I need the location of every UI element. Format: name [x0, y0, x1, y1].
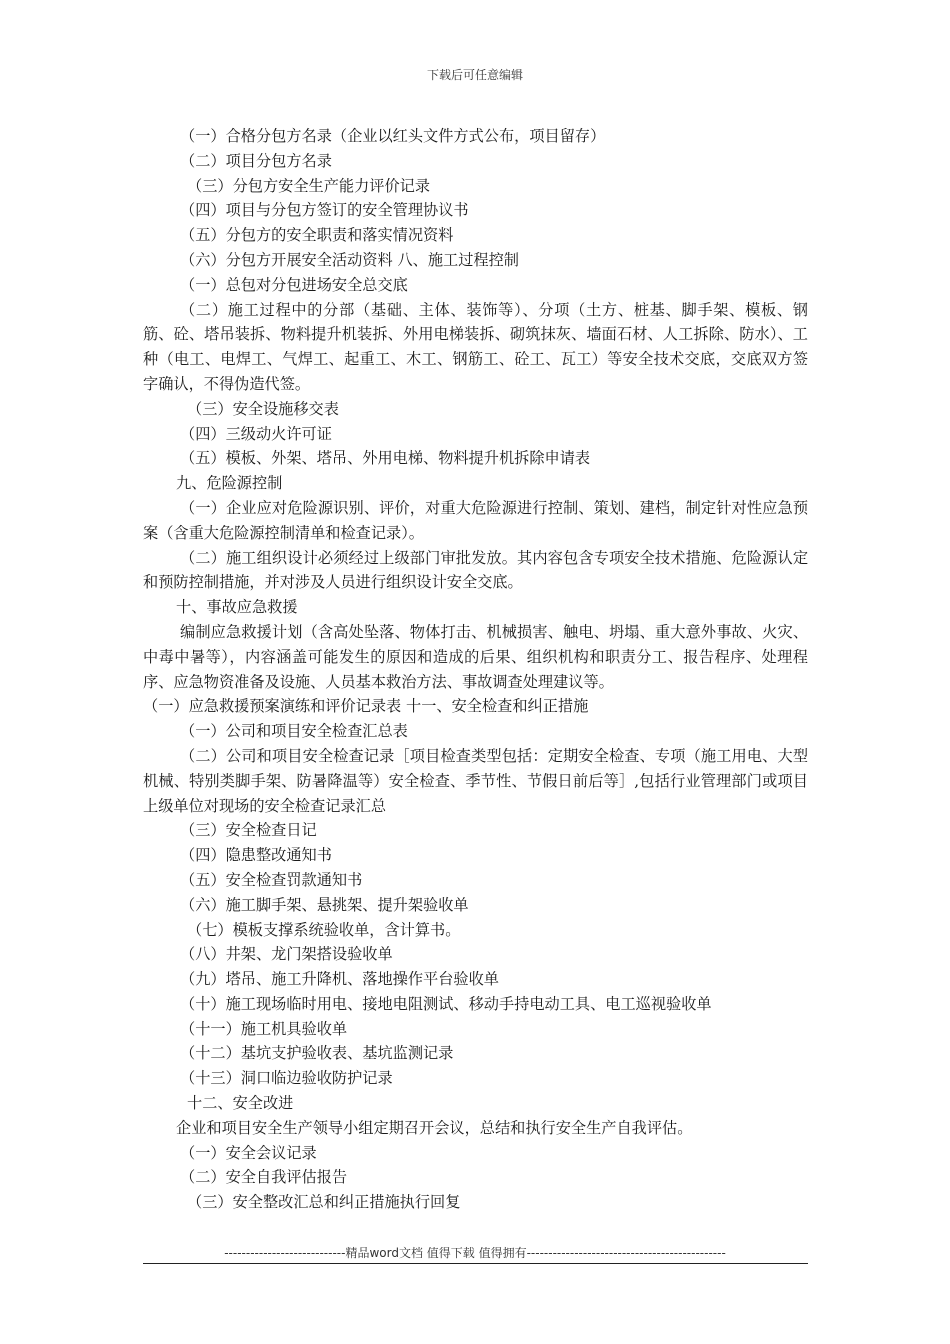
page-footer: ----------------------------精品word文档 值得下载 值得拥有---------------------------------------------- [224, 1246, 726, 1260]
paragraph: （一）安全会议记录 [180, 1143, 317, 1162]
paragraph: （十一）施工机具验收单 [180, 1019, 348, 1038]
paragraph: （一）公司和项目安全检查汇总表 [180, 722, 408, 741]
paragraph: （一）总包对分包进场安全总交底 [180, 275, 408, 294]
paragraph: （五）安全检查罚款通知书 [180, 870, 363, 889]
paragraph: （十二）基坑支护验收表、基坑监测记录 [180, 1044, 454, 1063]
paragraph: （五）分包方的安全职责和落实情况资料 [180, 226, 454, 245]
paragraph: （一）企业应对危险源识别、评价，对重大危险源进行控制、策划、建档，制定针对性应急预案（含重大危险源控制清单和检查记录）。 [143, 498, 808, 542]
paragraph: 十二、安全改进 [187, 1094, 294, 1113]
paragraph: （二）安全自我评估报告 [180, 1168, 348, 1187]
document-body [143, 124, 808, 1215]
paragraph: （四）三级动火许可证 [180, 424, 332, 443]
paragraph: （十三）洞口临边验收防护记录 [180, 1069, 393, 1088]
footer-divider [143, 1263, 808, 1264]
paragraph: （二）项目分包方名录 [180, 151, 332, 170]
paragraph: （三）安全整改汇总和纠正措施执行回复 [187, 1193, 461, 1212]
paragraph: （三）分包方安全生产能力评价记录 [187, 176, 430, 195]
paragraph: （十）施工现场临时用电、接地电阻测试、移动手持电动工具、电工巡视验收单 [180, 994, 712, 1013]
paragraph: （九）塔吊、施工升降机、落地操作平台验收单 [180, 970, 499, 989]
page-header: 下载后可任意编辑 [426, 68, 523, 82]
paragraph: 九、危险源控制 [176, 474, 283, 493]
paragraph: （二）施工组织设计必须经过上级部门审批发放。其内容包含专项安全技术措施、危险源认定和预防控制措施，并对涉及人员进行组织设计安全交底。 [143, 548, 808, 592]
paragraph: （三）安全检查日记 [180, 821, 317, 840]
paragraph: （四）隐患整改通知书 [180, 846, 332, 865]
paragraph: （二）施工过程中的分部（基础、主体、装饰等）、分项（土方、桩基、脚手架、模板、钢筋、砼、塔吊装拆、物料提升机装拆、外用电梯装拆、砌筑抹灰、墙面石材、人工拆除、防水）、工种（电工、电焊工、气焊工、起重工、木工、钢筋工、砼工、瓦工）等安全技术交底，交底双方签字确认，不得伪造代签。 [143, 300, 808, 393]
paragraph: （三）安全设施移交表 [187, 399, 339, 418]
paragraph: （七）模板支撑系统验收单，含计算书。 [187, 920, 461, 939]
paragraph: 十、事故应急救援 [176, 598, 298, 617]
paragraph: （六）分包方开展安全活动资料 八、施工过程控制 [180, 250, 519, 269]
paragraph: （五）模板、外架、塔吊、外用电梯、物料提升机拆除申请表 [180, 449, 591, 468]
paragraph: （四）项目与分包方签订的安全管理协议书 [180, 201, 469, 220]
paragraph: 企业和项目安全生产领导小组定期召开会议，总结和执行安全生产自我评估。 [176, 1118, 693, 1137]
paragraph: （一）应急救援预案演练和评价记录表 十一、安全检查和纠正措施 [143, 697, 589, 716]
paragraph: （八）井架、龙门架搭设验收单 [180, 945, 393, 964]
paragraph: 编制应急救援计划（含高处坠落、物体打击、机械损害、触电、坍塌、重大意外事故、火灾、中毒中暑等），内容涵盖可能发生的原因和造成的后果、组织机构和职责分工、报告程序、处理程序、应急物资准备及设施、人员基本救治方法、事故调查处理建议等。 [143, 622, 808, 691]
paragraph: （六）施工脚手架、悬挑架、提升架验收单 [180, 895, 469, 914]
paragraph: （一）合格分包方名录（企业以红头文件方式公布，项目留存） [180, 127, 606, 145]
paragraph: （二）公司和项目安全检查记录［项目检查类型包括：定期安全检查、专项（施工用电、大型机械、特别类脚手架、防暑降温等）安全检查、季节性、节假日前后等］,包括行业管理部门或项目上级单位对现场的安全检查记录汇总 [143, 746, 808, 815]
